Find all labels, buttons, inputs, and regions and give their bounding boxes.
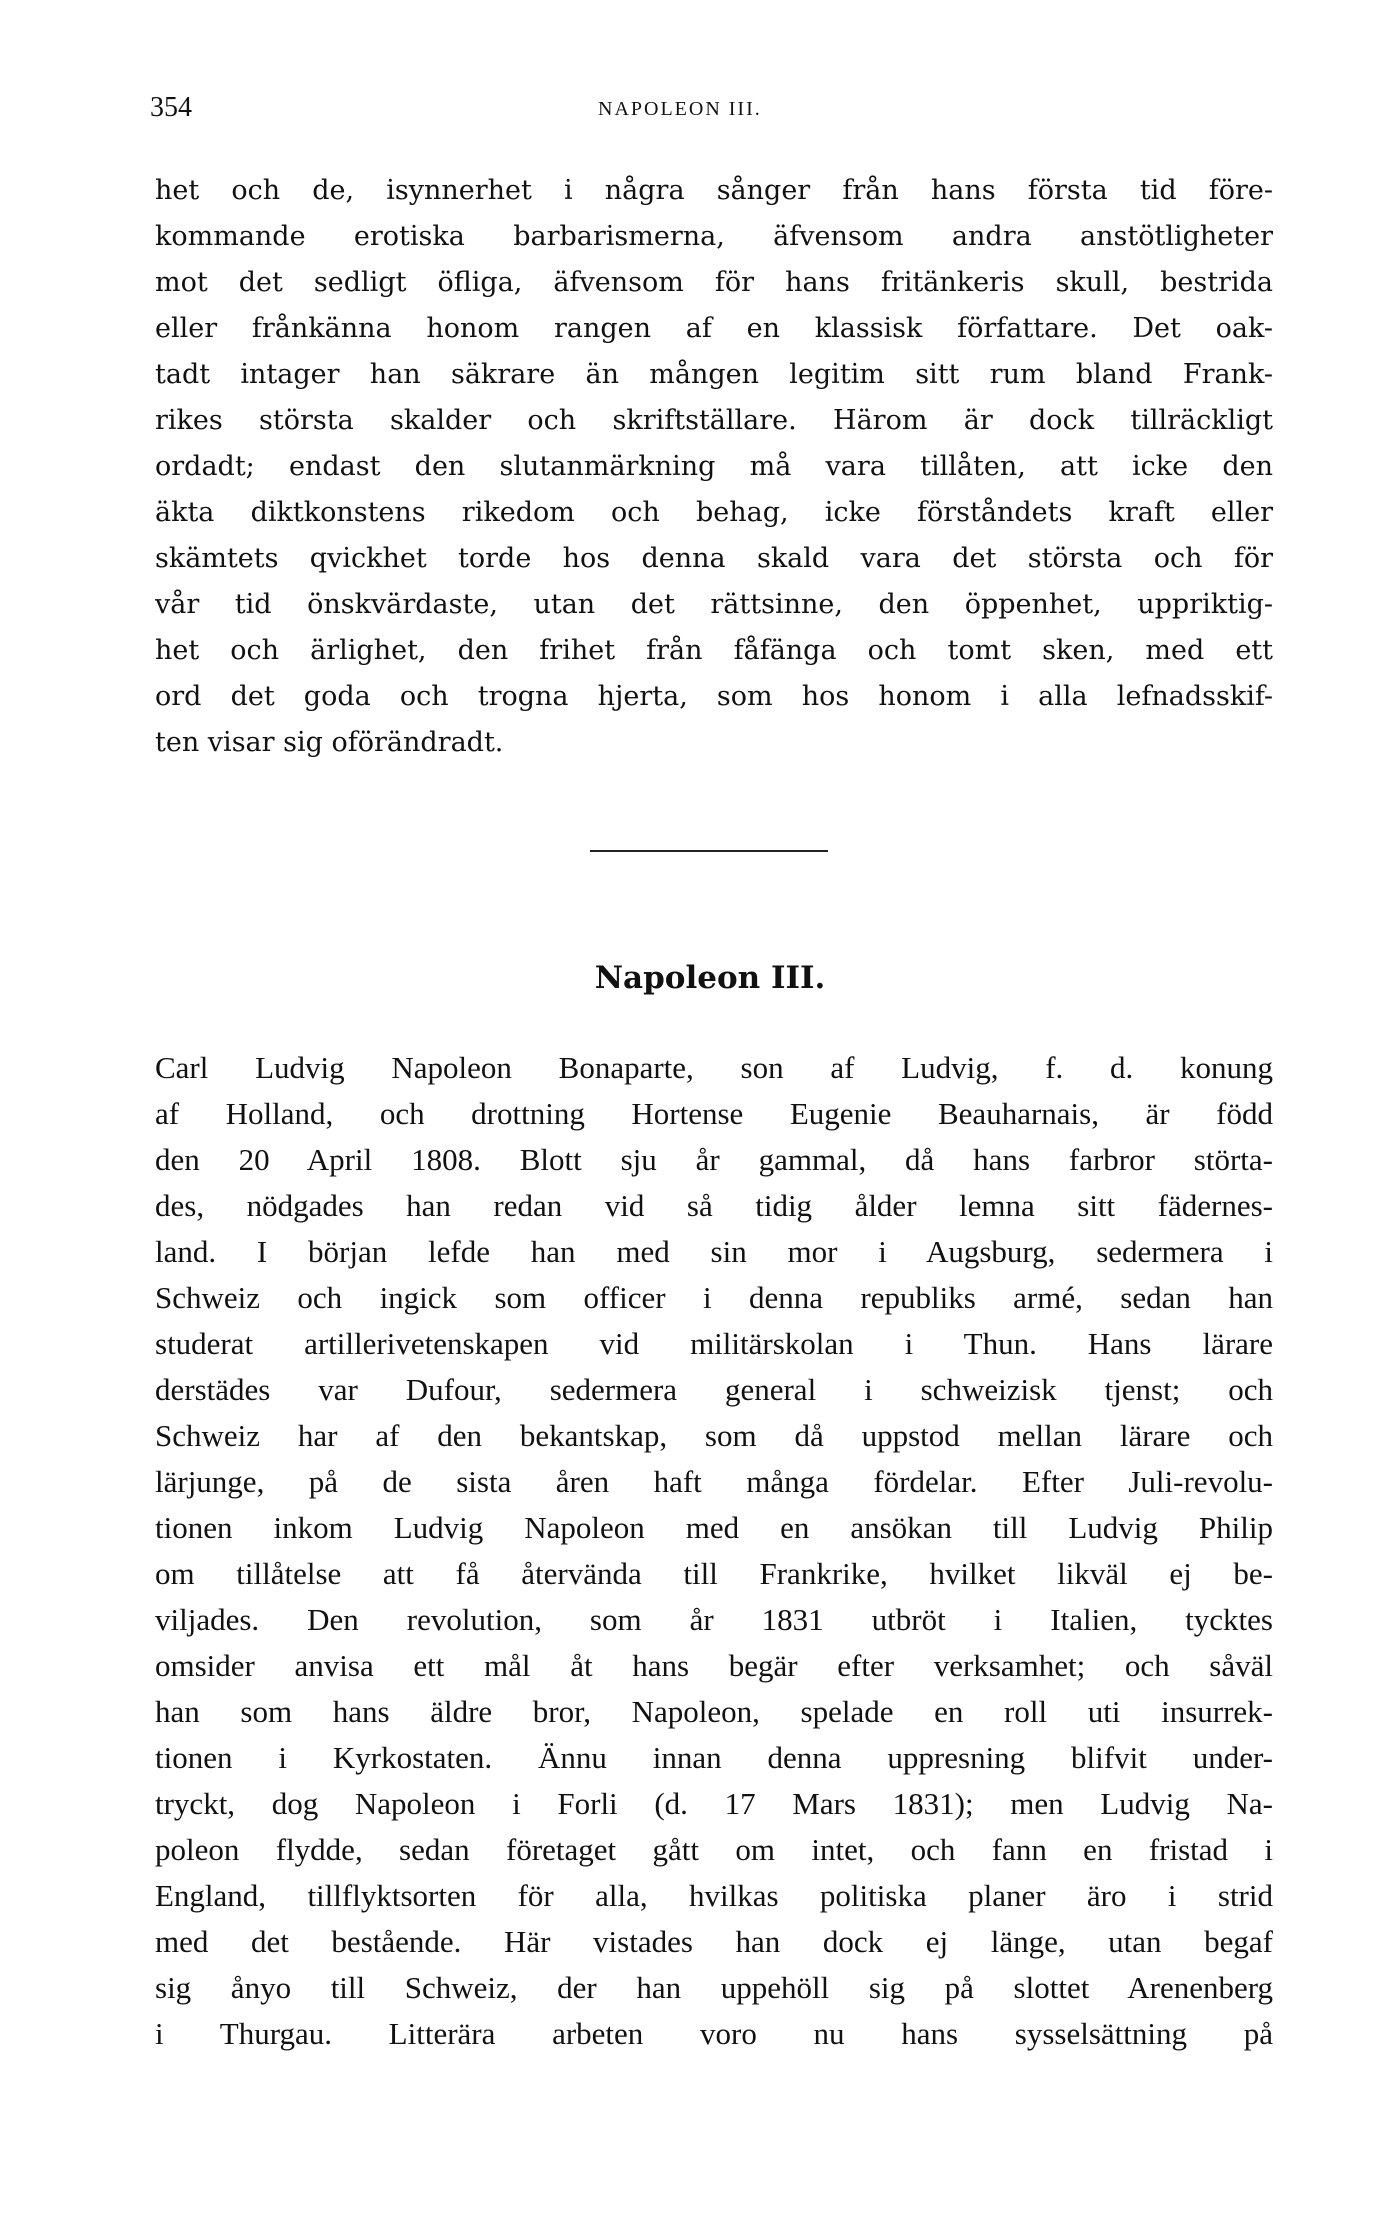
text-line: tryckt, dog Napoleon i Forli (d. 17 Mars 1831); men Ludvig Na- — [155, 1786, 1273, 1821]
text-line: ordadt; endast den slutanmärkning må vara tillåten, att icke den — [155, 451, 1273, 482]
running-head: NAPOLEON III. — [598, 98, 762, 120]
page-header — [150, 92, 1278, 132]
text-line: ten visar sig oförändradt. — [155, 727, 504, 758]
text-line: viljades. Den revolution, som år 1831 utbröt i Italien, tycktes — [155, 1602, 1273, 1637]
text-line: tadt intager han säkrare än mången legitim sitt rum bland Frank- — [155, 359, 1273, 390]
text-line: derstädes var Dufour, sedermera general i schweizisk tjenst; och — [155, 1372, 1273, 1407]
text-line: eller frånkänna honom rangen af en klassisk författare. Det oak- — [155, 313, 1273, 344]
paragraph-1 — [155, 168, 1273, 766]
text-line: mot det sedligt öfliga, äfvensom för hans fritänkeris skull, bestrida — [155, 267, 1273, 298]
text-line: skämtets qvickhet torde hos denna skald vara det största och för — [155, 543, 1273, 574]
text-line: Schweiz har af den bekantskap, som då uppstod mellan lärare och — [155, 1418, 1273, 1453]
text-line: het och ärlighet, den frihet från fåfänga och tomt sken, med ett — [155, 635, 1273, 666]
text-line: Carl Ludvig Napoleon Bonaparte, son af Ludvig, f. d. konung — [155, 1050, 1273, 1085]
page-number: 354 — [150, 92, 192, 123]
text-line: äkta diktkonstens rikedom och behag, icke förståndets kraft eller — [155, 497, 1273, 528]
text-line: om tillåtelse att få återvända till Frankrike, hvilket likväl ej be- — [155, 1556, 1273, 1591]
text-line: lärjunge, på de sista åren haft många fördelar. Efter Juli-revolu- — [155, 1464, 1273, 1499]
paragraph-2 — [155, 1045, 1273, 2057]
text-line: den 20 April 1808. Blott sju år gammal, då hans farbror störta- — [155, 1142, 1273, 1177]
text-line: omsider anvisa ett mål åt hans begär efter verksamhet; och såväl — [155, 1648, 1273, 1683]
text-line: kommande erotiska barbarismerna, äfvensom andra anstötligheter — [155, 221, 1273, 252]
text-line: i Thurgau. Litterära arbeten voro nu hans sysselsättning på — [155, 2016, 1273, 2051]
text-line: poleon flydde, sedan företaget gått om intet, och fann en fristad i — [155, 1832, 1273, 1867]
text-line: sig ånyo till Schweiz, der han uppehöll sig på slottet Arenenberg — [155, 1970, 1273, 2005]
text-line: land. I början lefde han med sin mor i Augsburg, sedermera i — [155, 1234, 1273, 1269]
text-line: vår tid önskvärdaste, utan det rättsinne, den öppenhet, uppriktig- — [155, 589, 1273, 620]
section-title: Napoleon III. — [594, 960, 826, 996]
text-line: med det bestående. Här vistades han dock ej länge, utan begaf — [155, 1924, 1273, 1959]
text-line: tionen inkom Ludvig Napoleon med en ansökan till Ludvig Philip — [155, 1510, 1273, 1545]
text-line: tionen i Kyrkostaten. Ännu innan denna uppresning blifvit under- — [155, 1740, 1273, 1775]
text-line: Schweiz och ingick som officer i denna republiks armé, sedan han — [155, 1280, 1273, 1315]
text-line: rikes största skalder och skriftställare. Härom är dock tillräckligt — [155, 405, 1273, 436]
text-line: ord det goda och trogna hjerta, som hos honom i alla lefnadsskif- — [155, 681, 1273, 712]
text-line: des, nödgades han redan vid så tidig ålder lemna sitt fädernes- — [155, 1188, 1273, 1223]
section-separator — [590, 850, 828, 852]
text-line: studerat artillerivetenskapen vid militärskolan i Thun. Hans lärare — [155, 1326, 1273, 1361]
text-line: han som hans äldre bror, Napoleon, spelade en roll uti insurrek- — [155, 1694, 1273, 1729]
text-line: af Holland, och drottning Hortense Eugenie Beauharnais, är född — [155, 1096, 1273, 1131]
text-line: het och de, isynnerhet i några sånger från hans första tid före- — [155, 175, 1273, 206]
text-line: England, tillflyktsorten för alla, hvilkas politiska planer äro i strid — [155, 1878, 1273, 1913]
